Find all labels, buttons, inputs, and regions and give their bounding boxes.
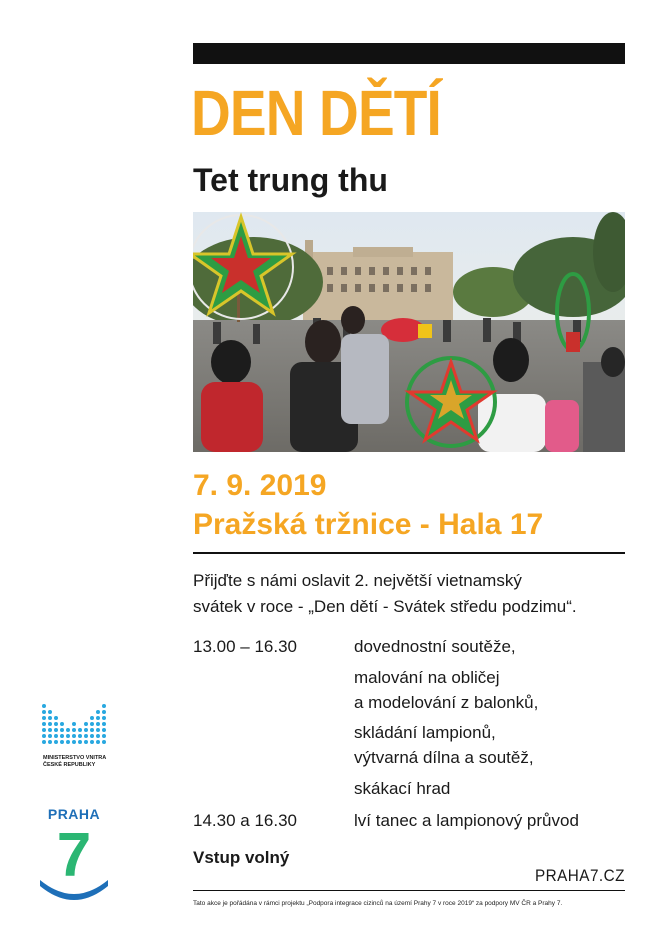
ministry-dots-icon: [40, 702, 108, 746]
event-date: 7. 9. 2019: [193, 469, 327, 502]
website-link[interactable]: PRAHA7.CZ: [535, 866, 625, 885]
schedule-activity: dovednostní soutěže,: [354, 637, 516, 656]
footnote: Tato akce je pořádána v rámci projektu „Podpora integrace cizinců na území Prahy 7 v roce 2019“ za podpory MV ČR a Prahy 7.: [193, 900, 563, 907]
schedule-time: 14.30 a 16.30: [193, 811, 297, 830]
ministry-logo: [40, 702, 120, 768]
entry-note: Vstup volný: [193, 848, 290, 867]
schedule-activity: lví tanec a lampionový průvod: [354, 811, 579, 830]
event-venue: Pražská tržnice - Hala 17: [193, 508, 544, 541]
header-bar: [193, 43, 625, 64]
intro-line: Přijďte s námi oslavit 2. největší vietnamský: [193, 571, 522, 590]
schedule-activity: výtvarná dílna a soutěž,: [354, 748, 534, 767]
divider: [193, 552, 625, 554]
schedule-activity: skákací hrad: [354, 779, 451, 798]
praha-logo-label: PRAHA: [47, 806, 101, 822]
festival-photo: [193, 212, 625, 452]
schedule-activity: skládání lampionů,: [354, 723, 496, 742]
event-title: DEN DĚTÍ: [191, 77, 441, 149]
footer-divider: [193, 890, 625, 891]
svg-text:7: 7: [56, 822, 92, 890]
schedule-activity: a modelování z balonků,: [354, 693, 539, 712]
ministry-name: MINISTERSTVO VNITRA ČESKÉ REPUBLIKY: [43, 755, 107, 768]
intro-line: svátek v roce - „Den dětí - Svátek středu podzimu“.: [193, 597, 577, 616]
praha7-logo: [36, 822, 112, 902]
event-subtitle: Tet trung thu: [193, 162, 388, 198]
schedule-time: 13.00 – 16.30: [193, 637, 297, 656]
schedule-activity: malování na obličej: [354, 668, 500, 687]
intro-text: [193, 568, 633, 620]
